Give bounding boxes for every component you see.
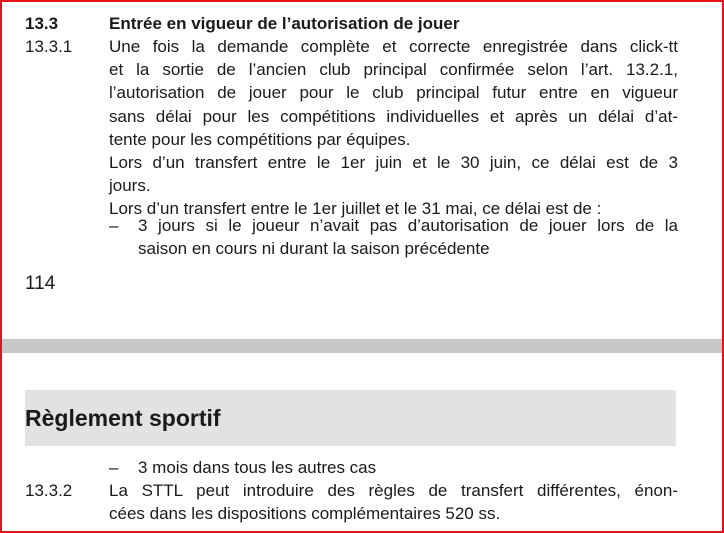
text-line: Lors d’un transfert entre le 1er juillet et le 31 mai, ce délai est de : <box>109 199 602 219</box>
text-line: cées dans les dispositions complémentaires 520 ss. <box>109 504 501 524</box>
bullet-item-1 <box>138 214 678 260</box>
page-number: 114 <box>25 273 56 294</box>
article-number-13-3-2: 13.3.2 <box>25 481 73 500</box>
text-line: Une fois la demande complète et correcte enregistrée dans click-tt <box>109 37 678 56</box>
text-line: saison en cours ni durant la saison précédente <box>138 239 490 259</box>
page-separator <box>0 339 724 353</box>
article-number-13-3-1: 13.3.1 <box>25 37 73 56</box>
text-line: et la sortie de l’ancien club principal confirmée selon l’art. 13.2.1, <box>109 60 678 80</box>
text-line: jours. <box>109 176 151 196</box>
text-line: l’autorisation de jouer pour le club principal futur entre en vigueur <box>109 83 678 103</box>
text-line: sans délai pour les compétitions individuelles et après un délai d’at- <box>109 106 678 126</box>
text-line: Lors d’un transfert entre le 1er juin et le 30 juin, ce délai est de 3 <box>109 153 678 173</box>
text-line: 3 jours si le joueur n’avait pas d’autorisation de jouer lors de la <box>138 216 678 235</box>
bullet-dash: – <box>109 216 119 235</box>
running-header-title: Règlement sportif <box>25 405 221 431</box>
page-115 <box>0 353 724 533</box>
text-line: tente pour les compétitions par équipes. <box>109 129 411 149</box>
section-number: 13.3 <box>25 14 59 33</box>
bullet-dash: – <box>109 458 119 477</box>
article-13-3-1-text <box>109 35 678 221</box>
running-header-band <box>25 390 676 446</box>
article-13-3-2-text <box>109 479 678 525</box>
bullet-item-2: 3 mois dans tous les autres cas <box>138 458 377 477</box>
text-line: La STTL peut introduire des règles de transfert différentes, énon- <box>109 481 678 500</box>
section-title: Entrée en vigueur de l’autorisation de jouer <box>109 14 460 33</box>
